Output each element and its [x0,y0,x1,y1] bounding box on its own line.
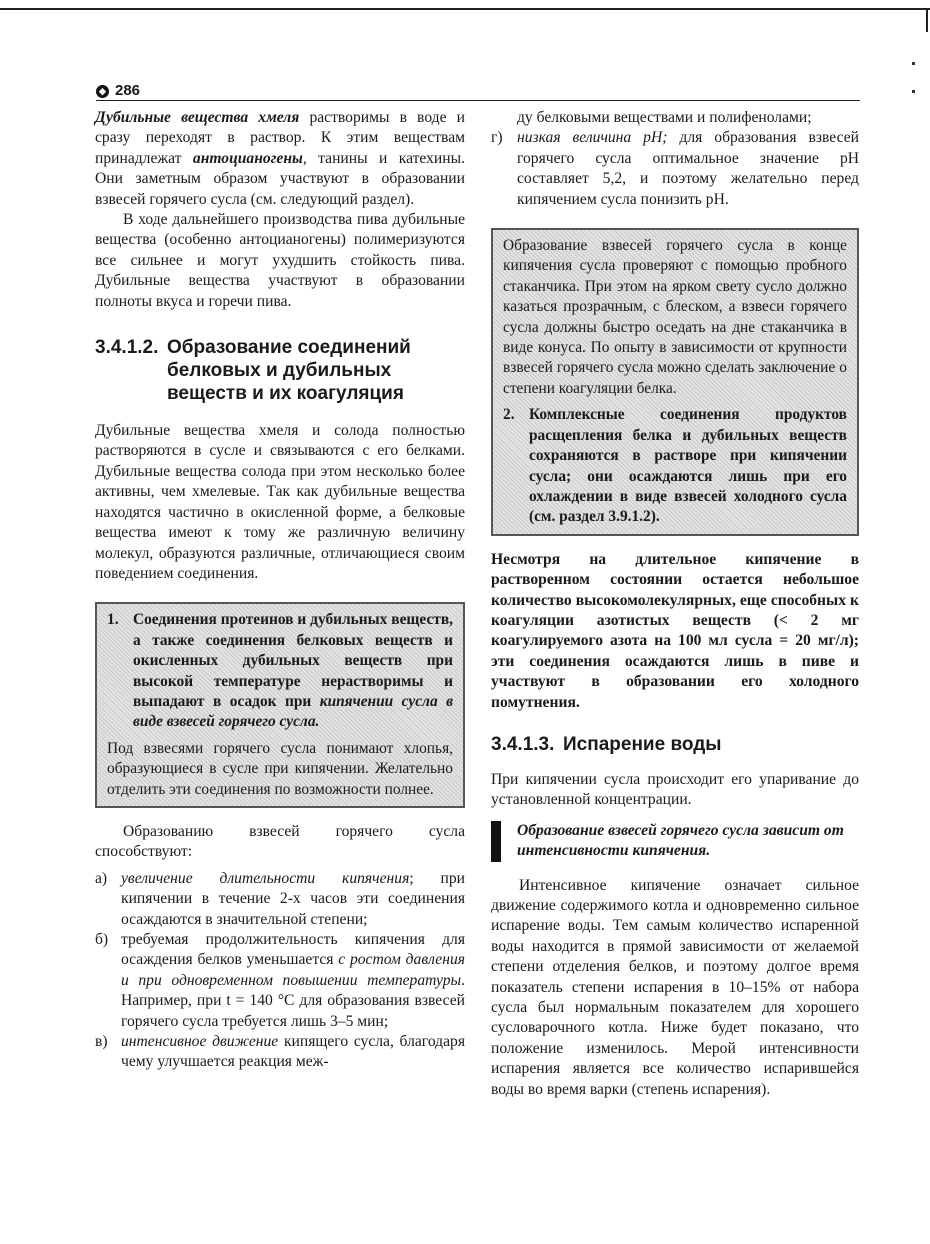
scan-edge-top [0,8,930,10]
list-item: г) низкая величина рН; для образования взвесей горячего сусла оптимальное значение рН составляет 5,2, и поэтому желательно перед кипячением сусла понизить рН. [491,129,859,208]
paragraph: Интенсивное кипячение означает сильное движение содержимого котла и одновременно сильное испарение воды. Тем самым количество испаренной воды находится в прямой зависимости от желаемой степени отделения белков, и поэтому долгое время показатель степени испарения в 10–15% от набора сусла был нормальным показателем для хорошего сусловарочного котла. Ниже будет показано, что положение изменилось. Мерой интенсивности испарения является все количество испарившейся воды во время варки (степень испарения). [491,876,859,1098]
scan-edge-right [926,10,928,32]
box-intro: Образование взвесей горячего сусла в конце кипячения сусла проверяют с помощью пробного стаканчика. При этом на ярком свету сусло должно казаться прозрачным, с блеском, а взвеси горячего сусла должны быстро оседать на дне стаканчика в виде конуса. По опыту в зависимости от крупности взвесей горячего сусла можно сделать заключение о степени коагуляции белка. [503,237,847,397]
callout [491,821,859,862]
numbered-item: 1. Соединения протеинов и дубильных веществ, а также соединения белковых веществ и окисленных дубильных веществ при высокой температуре нерастворимы и выпадают в осадок при кипячении сусла в виде взвесей горячего сусла. [107,611,453,731]
page-header [96,82,860,101]
paragraph: Дубильные вещества хмеля и солода полностью растворяются в сусле и связываются с его белками. Дубильные вещества солода при этом несколько более активны, чем хмелевые. Так как дубильные вещества находятся частично в окисленной форме, а белковые вещества имеют к тому же различную величину молекул, образуются различные, отличающиеся своим поведением соединения. [95,422,465,582]
section-title: Образование соединений белковых и дубильных веществ и их коагуляция [167,337,411,405]
section-number: 3.4.1.3. [491,733,555,755]
highlight-box [491,228,859,536]
paragraph: При кипячении сусла происходит его упаривание до установленной концентрации. [491,770,859,809]
scan-speck [912,62,915,65]
page-number: ◆ 286 [96,82,140,99]
box-note: Под взвесями горячего сусла понимают хлопья, образующиеся в сусле при кипячении. Желательно отделить эти соединения по возможности полнее. [107,739,453,798]
paragraph: В ходе дальнейшего производства пива дубильные вещества (особенно антоцианогены) полимеризуются все сильнее и могут ухудшить стойкость пива. Дубильные вещества участвуют в образовании полноты вкуса и горечи пива. [95,211,465,310]
callout-bar [491,821,501,862]
list-continuation: ду белковыми веществами и полифенолами; [517,109,812,126]
scan-speck [912,90,915,93]
paragraph: Дубильные вещества хмеля растворимы в воде и сразу переходят в раствор. К этим веществам принадлежат антоцианогены, танины и катехины. Они заметным образом участвуют в образовании взвесей горячего сусла (см. следующий раздел). [95,109,465,208]
highlight-box [95,602,465,808]
numbered-item: 2. Комплексные соединения продуктов расщепления белка и дубильных веществ сохраняются в растворе при кипячении сусла; они осаждаются лишь при его охлаждении в виде взвесей холодного сусла (см. раздел 3.9.1.2). [503,406,847,526]
list-item: б) требуемая продолжительность кипячения для осаждения белков уменьшается с ростом давления и при одновременном повышении температуры. Например, при t = 140 °С для образования взвесей горячего сусла требуется лишь 3–5 мин; [95,931,465,1030]
section-number: 3.4.1.2. [95,337,159,359]
section-heading [491,733,859,756]
section-title: Испарение воды [563,733,722,755]
callout-text: Образование взвесей горячего сусла зависит от интенсивности кипячения. [517,821,844,860]
section-heading [95,336,465,405]
left-column [95,108,465,1073]
page-marker-icon: ◆ [96,85,109,98]
paragraph: Образованию взвесей горячего сусла способствуют: [95,822,465,861]
right-column [491,108,859,1100]
list-item: в) интенсивное движение кипящего сусла, благодаря чему улучшается реакция меж- [95,1033,465,1071]
list-item: а) увеличение длительности кипячения; при кипячении в течение 2-х часов эти соединения осаждаются в значительной степени; [95,869,465,928]
bold-paragraph: Несмотря на длительное кипячение в растворенном состоянии остается небольшое количество высокомолекулярных, еще способных к коагуляции азотистых веществ (< 2 мг коагулируемого азота на 100 мл сусла = 20 мг/л); эти соединения осаждаются лишь в пиве и участвуют в образовании его холодного помутнения. [491,550,859,711]
